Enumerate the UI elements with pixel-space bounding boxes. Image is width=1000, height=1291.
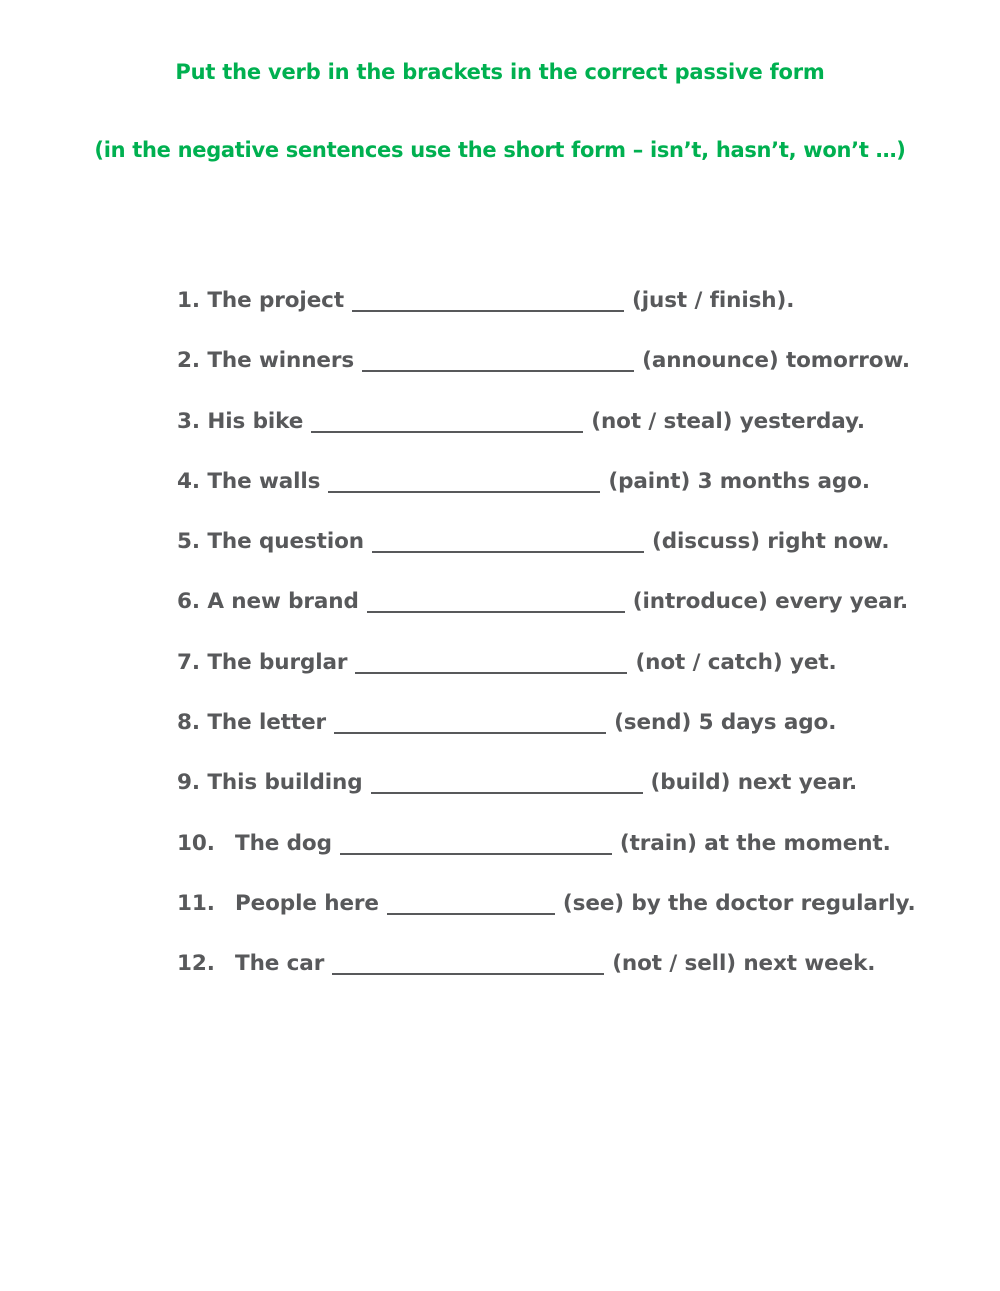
exercise-item-11 <box>177 891 977 951</box>
item-hint: (just / finish). <box>632 288 795 313</box>
item-number: 9. <box>177 770 200 796</box>
exercise-item-1 <box>177 288 977 348</box>
answer-blank[interactable] <box>352 288 624 312</box>
item-hint: (build) next year. <box>650 770 858 796</box>
item-hint: (discuss) right now. <box>651 529 890 555</box>
exercise-item-2 <box>177 348 977 408</box>
answer-blank[interactable] <box>372 529 644 553</box>
item-subject: The dog <box>235 830 332 856</box>
exercise-item-6 <box>177 589 977 649</box>
item-hint: (paint) 3 months ago. <box>608 468 870 494</box>
item-hint: (see) by the doctor regularly. <box>562 890 916 916</box>
answer-blank[interactable] <box>311 409 583 433</box>
item-subject: The winners <box>207 348 355 374</box>
item-subject: His bike <box>207 408 304 434</box>
item-subject: The project <box>207 288 345 313</box>
item-hint: (not / catch) yet. <box>635 649 837 675</box>
item-hint: (send) 5 days ago. <box>614 710 837 736</box>
answer-blank[interactable] <box>328 469 600 493</box>
item-number: 12. <box>177 951 215 977</box>
item-hint: (train) at the moment. <box>619 830 891 856</box>
exercise-item-7 <box>177 650 977 710</box>
exercise-list <box>177 288 977 1012</box>
answer-blank[interactable] <box>332 951 604 975</box>
exercise-item-5 <box>177 529 977 589</box>
exercise-item-10 <box>177 831 977 891</box>
item-hint: (not / steal) yesterday. <box>591 408 866 434</box>
item-hint: (not / sell) next week. <box>612 951 876 977</box>
item-subject: A new brand <box>207 589 359 615</box>
item-number: 3. <box>177 408 200 434</box>
exercise-item-4 <box>177 469 977 529</box>
exercise-item-3 <box>177 409 977 469</box>
item-number: 7. <box>177 649 200 675</box>
answer-blank[interactable] <box>371 770 643 794</box>
item-number: 6. <box>177 589 200 615</box>
answer-blank[interactable] <box>334 710 606 734</box>
item-number: 5. <box>177 529 200 555</box>
item-hint: (announce) tomorrow. <box>642 348 910 374</box>
item-subject: People here <box>235 890 379 916</box>
item-number: 8. <box>177 710 200 736</box>
exercise-item-8 <box>177 710 977 770</box>
item-subject: The car <box>235 951 325 977</box>
instruction-title: Put the verb in the brackets in the correct passive form <box>175 60 825 84</box>
exercise-item-12 <box>177 951 977 1011</box>
item-subject: The letter <box>207 710 327 736</box>
item-subject: The question <box>207 529 364 555</box>
answer-blank[interactable] <box>362 348 634 372</box>
answer-blank[interactable] <box>340 831 612 855</box>
item-subject: The burglar <box>207 649 348 675</box>
instruction-note: (in the negative sentences use the short form – isn’t, hasn’t, won’t …) <box>94 138 906 162</box>
item-number: 2. <box>177 348 200 374</box>
item-number: 11. <box>177 890 215 916</box>
answer-blank[interactable] <box>367 589 625 613</box>
item-subject: This building <box>207 770 363 796</box>
answer-blank[interactable] <box>355 650 627 674</box>
exercise-item-9 <box>177 770 977 830</box>
item-number: 1. <box>177 288 200 313</box>
item-number: 10. <box>177 830 215 856</box>
item-hint: (introduce) every year. <box>632 589 909 615</box>
answer-blank[interactable] <box>387 891 555 915</box>
item-number: 4. <box>177 468 200 494</box>
item-subject: The walls <box>207 468 321 494</box>
